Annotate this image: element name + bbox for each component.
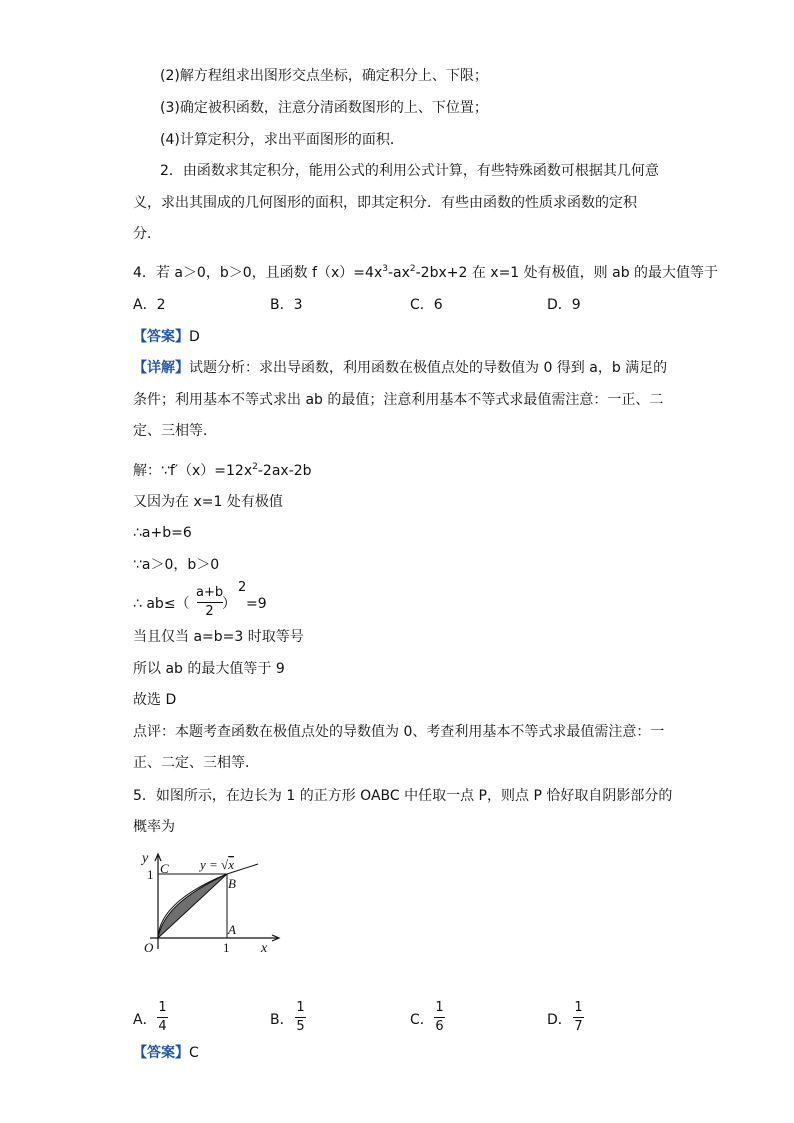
q4-fraction-numerator: a+b: [196, 585, 224, 600]
q4-solution-5-exponent: 2: [238, 580, 247, 595]
q4-review-line-1: 点评：本题考查函数在极值点处的导数值为 0、考查利用基本不等式求最值需注意：一: [133, 724, 665, 740]
q4-solution-1-part-2: -2ax-2b: [257, 463, 312, 479]
q5-option-b-numerator: 1: [296, 1000, 305, 1015]
detail-tag: 【详解】: [133, 360, 189, 376]
q5-option-a-numerator: 1: [158, 1000, 167, 1015]
q5-option-b-letter: B．: [270, 1012, 294, 1028]
q4-review-line-2: 正、二定、三相等．: [133, 755, 259, 771]
shaded-region: [158, 874, 227, 938]
q4-detail-line-3: 定、三相等．: [133, 423, 217, 439]
q5-option-c-denominator: 6: [435, 1019, 444, 1034]
q5-stem-line-2: 概率为: [133, 819, 175, 835]
sqrt-sign: √: [221, 857, 229, 872]
curve-label: [198, 857, 234, 872]
q4-stem-part-2: -ax: [387, 265, 410, 281]
step-3-text: (3)确定被积函数，注意分清函数图形的上、下位置；: [160, 100, 488, 116]
q4-option-a: A．2: [133, 297, 166, 313]
q5-option-c-fraction: [434, 1001, 445, 1034]
q4-solution-6: 当且仅当 a=b=3 时取等号: [133, 629, 304, 645]
q4-solution-5-post: =9: [246, 596, 267, 612]
fraction-bar: [157, 1017, 168, 1018]
q4-stem: [133, 259, 718, 283]
step-4-text: (4)计算定积分，求出平面图形的面积．: [160, 132, 404, 148]
fraction-bar: [434, 1017, 445, 1018]
q5-option-d-letter: D．: [547, 1012, 572, 1028]
fraction-bar: [295, 1017, 306, 1018]
q4-solution-7: 所以 ab 的最大值等于 9: [133, 661, 285, 677]
q5-option-d-fraction: [573, 1001, 584, 1034]
curve-label-prefix: y =: [200, 857, 222, 872]
q4-stem-sup-1: 3: [382, 264, 388, 274]
y-axis-label: y: [142, 851, 149, 866]
q5-option-c-numerator: 1: [435, 1000, 444, 1015]
q5-answer: C: [189, 1045, 199, 1061]
q4-solution-8: 故选 D: [133, 692, 177, 708]
label-a: A: [228, 922, 236, 937]
q4-stem-part-1: 4．若 a＞0，b＞0，且函数 f（x）=4x: [133, 265, 383, 281]
q5-stem-line-1: 5．如图所示，在边长为 1 的正方形 OABC 中任取一点 P，则点 P 恰好取自阴影部分的: [133, 788, 673, 804]
note-2-line-2: 义，求出其围成的几何图形的面积，即其定积分．有些由函数的性质求函数的定积: [133, 195, 637, 211]
q4-solution-3: ∴a+b=6: [133, 525, 192, 541]
fraction-bar: [197, 602, 223, 603]
label-one-y: 1: [147, 867, 154, 882]
q4-solution-1-part-1: 解：∵f′（x）=12x: [133, 463, 253, 479]
q4-solution-4: ∵a＞0，b＞0: [133, 557, 220, 573]
q4-detail-text-1: 试题分析：求出导函数，利用函数在极值点处的导数值为 0 得到 a，b 满足的: [189, 360, 668, 376]
q4-solution-2: 又因为在 x=1 处有极值: [133, 494, 283, 510]
q4-detail-line-2: 条件；利用基本不等式求出 ab 的最值；注意利用基本不等式求最值需注意：一正、二: [133, 392, 664, 408]
answer-tag: 【答案】: [133, 329, 189, 345]
x-axis-label: x: [261, 941, 268, 956]
q4-fraction-denominator: 2: [205, 604, 214, 619]
fraction-bar: [573, 1017, 584, 1018]
label-c: C: [160, 861, 169, 876]
note-2-line-1: 2．由函数求其定积分，能用公式的利用公式计算，有些特殊函数可根据其几何意: [160, 163, 659, 179]
answer-tag: 【答案】: [133, 1045, 189, 1061]
q4-detail-line-1: [133, 358, 667, 378]
q5-option-a-letter: A．: [133, 1012, 157, 1028]
q4-solution-5-pre: ∴ ab≤（: [133, 596, 190, 612]
q5-option-b-fraction: [295, 1001, 306, 1034]
label-one-x: 1: [223, 940, 230, 955]
q4-stem-part-3: -2bx+2 在 x=1 处有极值，则 ab 的最大值等于: [415, 265, 719, 281]
q5-figure: [128, 846, 293, 961]
note-2-line-3: 分．: [133, 226, 161, 242]
q5-option-d-numerator: 1: [574, 1000, 583, 1015]
q5-option-c-letter: C．: [410, 1012, 434, 1028]
q5-option-a-fraction: [157, 1001, 168, 1034]
q4-solution-5-close: ）: [222, 596, 236, 612]
q4-stem-sup-2: 2: [409, 264, 416, 274]
q5-option-a-denominator: 4: [158, 1019, 167, 1034]
q4-solution-1: [133, 457, 312, 481]
q4-answer: D: [189, 329, 200, 345]
q4-answer-line: [133, 327, 200, 347]
step-2-text: (2)解方程组求出图形交点坐标，确定积分上、下限；: [160, 68, 488, 84]
sqrt-curve: [158, 864, 258, 938]
q4-option-b: B．3: [270, 297, 303, 313]
q5-option-d-denominator: 7: [574, 1019, 583, 1034]
q5-answer-line: [133, 1043, 199, 1063]
q5-option-b-denominator: 5: [296, 1019, 305, 1034]
q4-option-d: D．9: [547, 297, 581, 313]
label-o: O: [144, 940, 154, 955]
q4-fraction: [196, 586, 223, 619]
q4-option-c: C．6: [410, 297, 443, 313]
q4-solution-1-sup: 2: [252, 462, 258, 472]
curve-label-var: x: [228, 857, 234, 872]
label-b: B: [228, 876, 236, 891]
